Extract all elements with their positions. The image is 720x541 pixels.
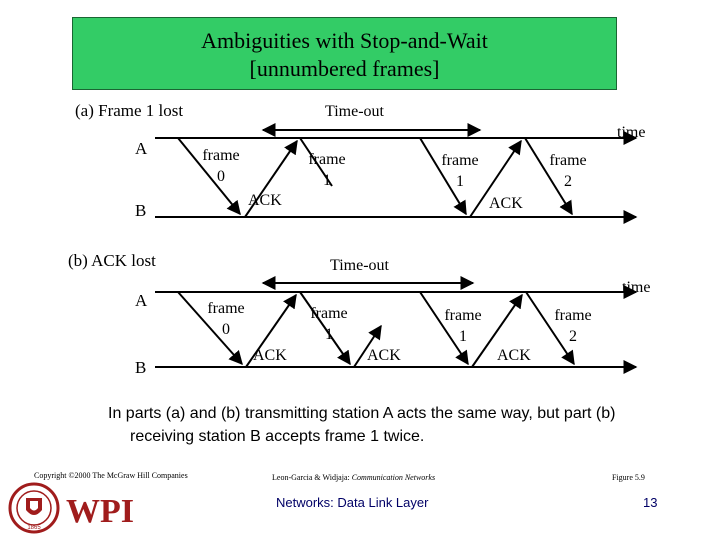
title-line-2: [unnumbered frames] [249,56,440,81]
caption-line-1: In parts (a) and (b) transmitting station A acts the same way, but part (b) [108,405,616,422]
wpi-logo-text: WPI [66,493,134,530]
part-b-ack-1-label: ACK [253,347,287,364]
part-b-station-b: B [135,358,147,377]
copyright-text: Copyright ©2000 The McGraw Hill Companies [34,471,188,480]
caption [108,402,708,448]
part-a-station-b: B [135,201,147,220]
part-b-frame-0-label: frame 0 [207,300,245,338]
part-a-station-a: A [135,139,148,158]
page-number: 13 [643,495,658,510]
part-a-frame-1-retx-label: frame 1 [441,152,479,190]
figure-citation [272,473,435,482]
part-a-time-label: time [617,124,646,141]
part-a-frame-2-label: frame 2 [549,152,587,190]
part-b-station-a: A [135,291,148,310]
part-b-label: (b) ACK lost [68,251,156,270]
caption-line-2: receiving station B accepts frame 1 twice. [130,428,425,445]
wpi-logo [6,482,146,541]
part-b-timeout-label: Time-out [330,257,389,274]
part-a-ack-1-label: ACK [248,192,282,209]
title-line-1: Ambiguities with Stop-and-Wait [201,28,488,53]
course-title: Networks: Data Link Layer [276,495,429,510]
part-b-frame-1-retx-label: frame 1 [444,307,482,345]
figure-number: Figure 5.9 [612,473,645,482]
part-a-label: (a) Frame 1 lost [75,101,184,120]
part-b-ack-2-label: ACK [367,347,401,364]
part-a-frame-1-label: frame 1 [308,151,346,189]
part-a-ack-2-label: ACK [489,195,523,212]
seal-year: 1865 [27,525,41,531]
authors-text: Leon-Garcia & Widjaja: [272,473,350,482]
part-b-ack-3-label: ACK [497,347,531,364]
wpi-seal-icon [6,482,146,536]
book-title: Communication Networks [351,473,436,482]
part-b-frame-2-label: frame 2 [554,307,592,345]
part-b-frame-1-label: frame 1 [310,305,348,343]
part-b-time-label: time [622,279,651,296]
part-a-frame-0-label: frame 0 [202,147,240,185]
part-a-timeout-label: Time-out [325,103,384,120]
